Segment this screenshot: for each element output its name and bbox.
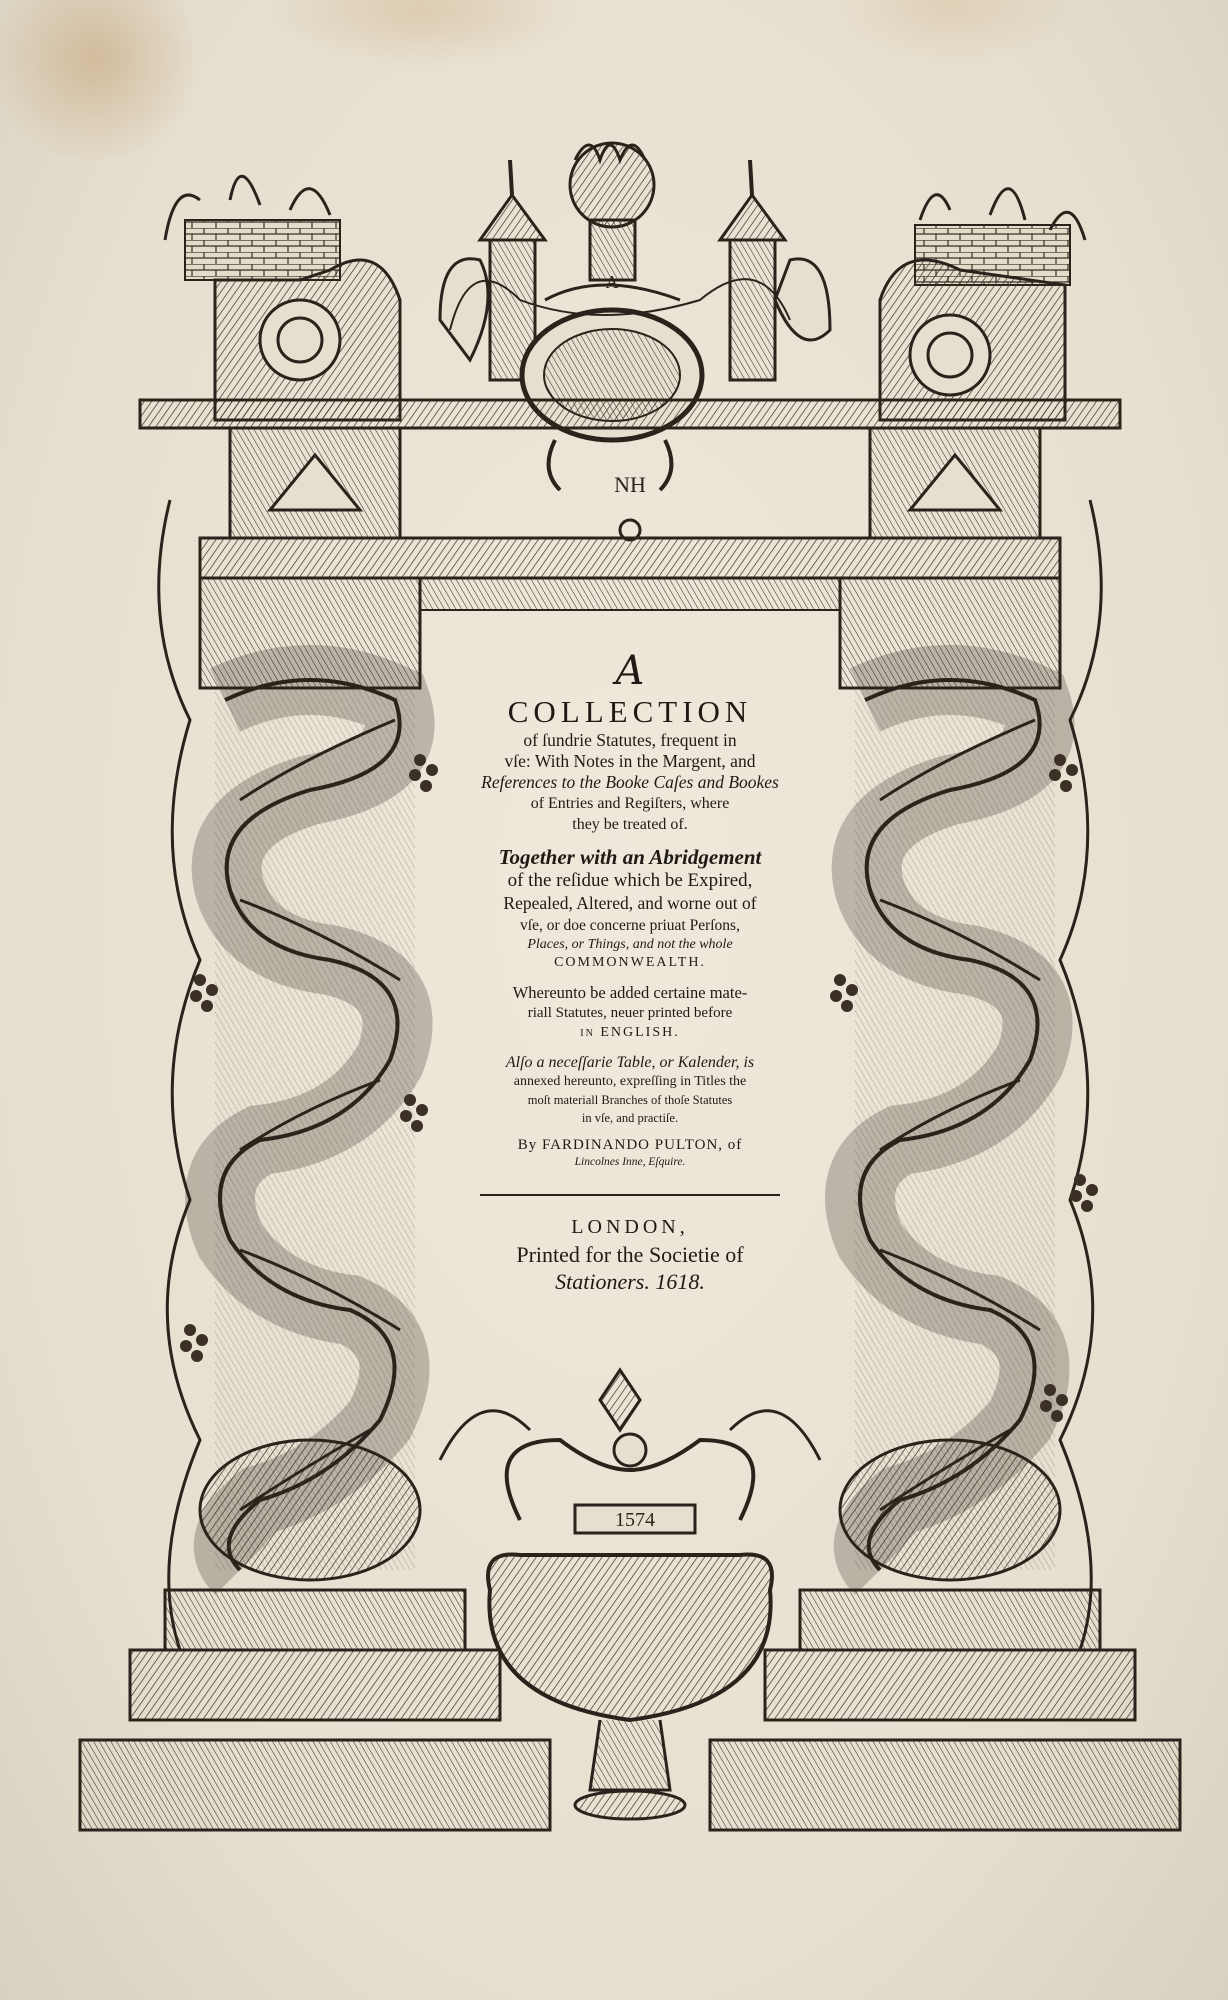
title-line: in ENGLISH.	[580, 1025, 680, 1040]
title-line: COMMONWEALTH.	[554, 955, 706, 970]
title-line: Together with an Abridgement	[498, 845, 762, 869]
author-inn: Lincolnes Inne, Eſquire.	[574, 1156, 686, 1168]
title-line: vſe: With Notes in the Margent, and	[504, 751, 756, 771]
divider-rule	[480, 1194, 780, 1196]
title-line: Alſo a neceſſarie Table, or Kalender, is	[505, 1054, 755, 1071]
title-line: in vſe, and practiſe.	[581, 1111, 679, 1125]
title-line: References to the Booke Caſes and Bookes	[481, 772, 779, 792]
crest-monogram-bottom: NH	[614, 472, 646, 497]
heading-collection: COLLECTION	[507, 694, 753, 729]
title-line: Places, or Things, and not the whole	[527, 937, 733, 952]
title-line: Repealed, Altered, and worne out of	[503, 893, 757, 913]
title-line: they be treated of.	[572, 816, 688, 833]
imprint-printer: Printed for the Societie of	[516, 1242, 744, 1267]
author-line: By FARDINANDO PULTON, of	[517, 1137, 743, 1153]
title-line: moſt materiall Branches of thoſe Statutes	[527, 1093, 733, 1107]
title-line: of ſundrie Statutes, frequent in	[523, 730, 737, 750]
imprint-year: Stationers. 1618.	[555, 1269, 705, 1294]
title-line: vſe, or doe concerne priuat Perſons,	[520, 917, 740, 934]
title-line: annexed hereunto, expreſſing in Titles the	[513, 1074, 747, 1089]
title-line: of Entries and Regiſters, where	[530, 795, 730, 812]
title-line: of the reſidue which be Expired,	[507, 870, 753, 891]
top-left-scroll	[165, 176, 400, 420]
top-right-scroll	[880, 189, 1085, 420]
title-line: Whereunto be added certaine mate-	[512, 983, 748, 1002]
title-text-block	[455, 650, 805, 1360]
title-line: riall Statutes, neuer printed before	[527, 1005, 733, 1021]
heading-a: A	[615, 648, 645, 694]
crest-monogram-top: A	[605, 272, 619, 292]
imprint-city: LONDON,	[571, 1216, 689, 1238]
urn-date: 1574	[615, 1509, 655, 1531]
